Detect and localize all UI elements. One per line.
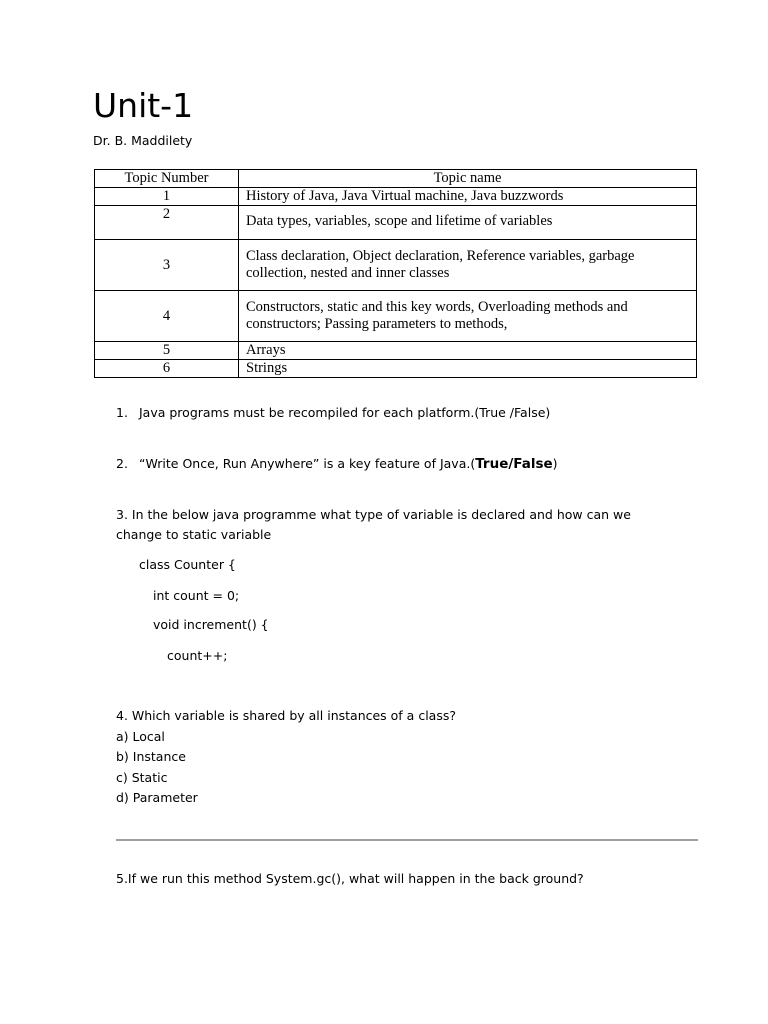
topic-number-cell: 3 xyxy=(95,240,239,291)
question-4-text: 4. Which variable is shared by all instances of a class? xyxy=(116,708,456,723)
option-item: c) Static xyxy=(116,770,168,785)
horizontal-divider xyxy=(116,839,698,841)
topic-name-cell: Strings xyxy=(239,360,697,378)
topic-number-cell: 4 xyxy=(95,291,239,342)
header-topic-name: Topic name xyxy=(239,170,697,188)
option-item: a) Local xyxy=(116,729,165,744)
page-title: Unit-1 xyxy=(93,86,194,125)
topic-name-cell-wrap xyxy=(239,206,697,240)
table-row xyxy=(95,188,697,206)
topic-name-cell: Arrays xyxy=(239,342,697,360)
header-topic-number: Topic Number xyxy=(95,170,239,188)
table-header-row xyxy=(95,170,697,188)
question-5-text: 5.If we run this method System.gc(), what will happen in the back ground? xyxy=(116,871,584,886)
question-2-line xyxy=(139,454,558,474)
table-row xyxy=(95,342,697,360)
topic-number-cell: 6 xyxy=(95,360,239,378)
option-item: d) Parameter xyxy=(116,790,198,805)
question-1-number: 1. xyxy=(116,405,128,420)
question-3-line-1: 3. In the below java programme what type of variable is declared and how can we xyxy=(116,507,631,522)
question-2-answer: True/False xyxy=(475,456,553,472)
question-1-text: Java programs must be recompiled for each platform.(True /False) xyxy=(139,405,551,420)
question-2-text: “Write Once, Run Anywhere” is a key feature of Java.( xyxy=(139,456,476,471)
code-line: void increment() { xyxy=(153,617,269,632)
table-row xyxy=(95,291,697,342)
table-row xyxy=(95,240,697,291)
question-2-number: 2. xyxy=(116,456,128,471)
table-row xyxy=(95,360,697,378)
topics-table xyxy=(94,169,697,378)
topic-name-cell: History of Java, Java Virtual machine, Java buzzwords xyxy=(239,188,697,206)
topic-number-cell: 2 xyxy=(95,206,239,240)
topic-name-cell: Class declaration, Object declaration, Reference variables, garbage collection, nested and inner classes xyxy=(239,240,697,291)
question-2-close: ) xyxy=(552,456,558,471)
topic-number-cell: 5 xyxy=(95,342,239,360)
code-line: class Counter { xyxy=(139,557,236,572)
topic-name-cell: Constructors, static and this key words, Overloading methods and constructors; Passing parameters to methods, xyxy=(239,291,697,342)
topic-name-cell: Data types, variables, scope and lifetime of variables xyxy=(246,213,553,229)
author-name: Dr. B. Maddilety xyxy=(93,133,193,148)
option-item: b) Instance xyxy=(116,749,186,764)
code-line: int count = 0; xyxy=(153,588,240,603)
table-row xyxy=(95,206,697,240)
topic-number-cell: 1 xyxy=(95,188,239,206)
question-3-line-2: change to static variable xyxy=(116,527,272,542)
code-line: count++; xyxy=(167,648,228,663)
